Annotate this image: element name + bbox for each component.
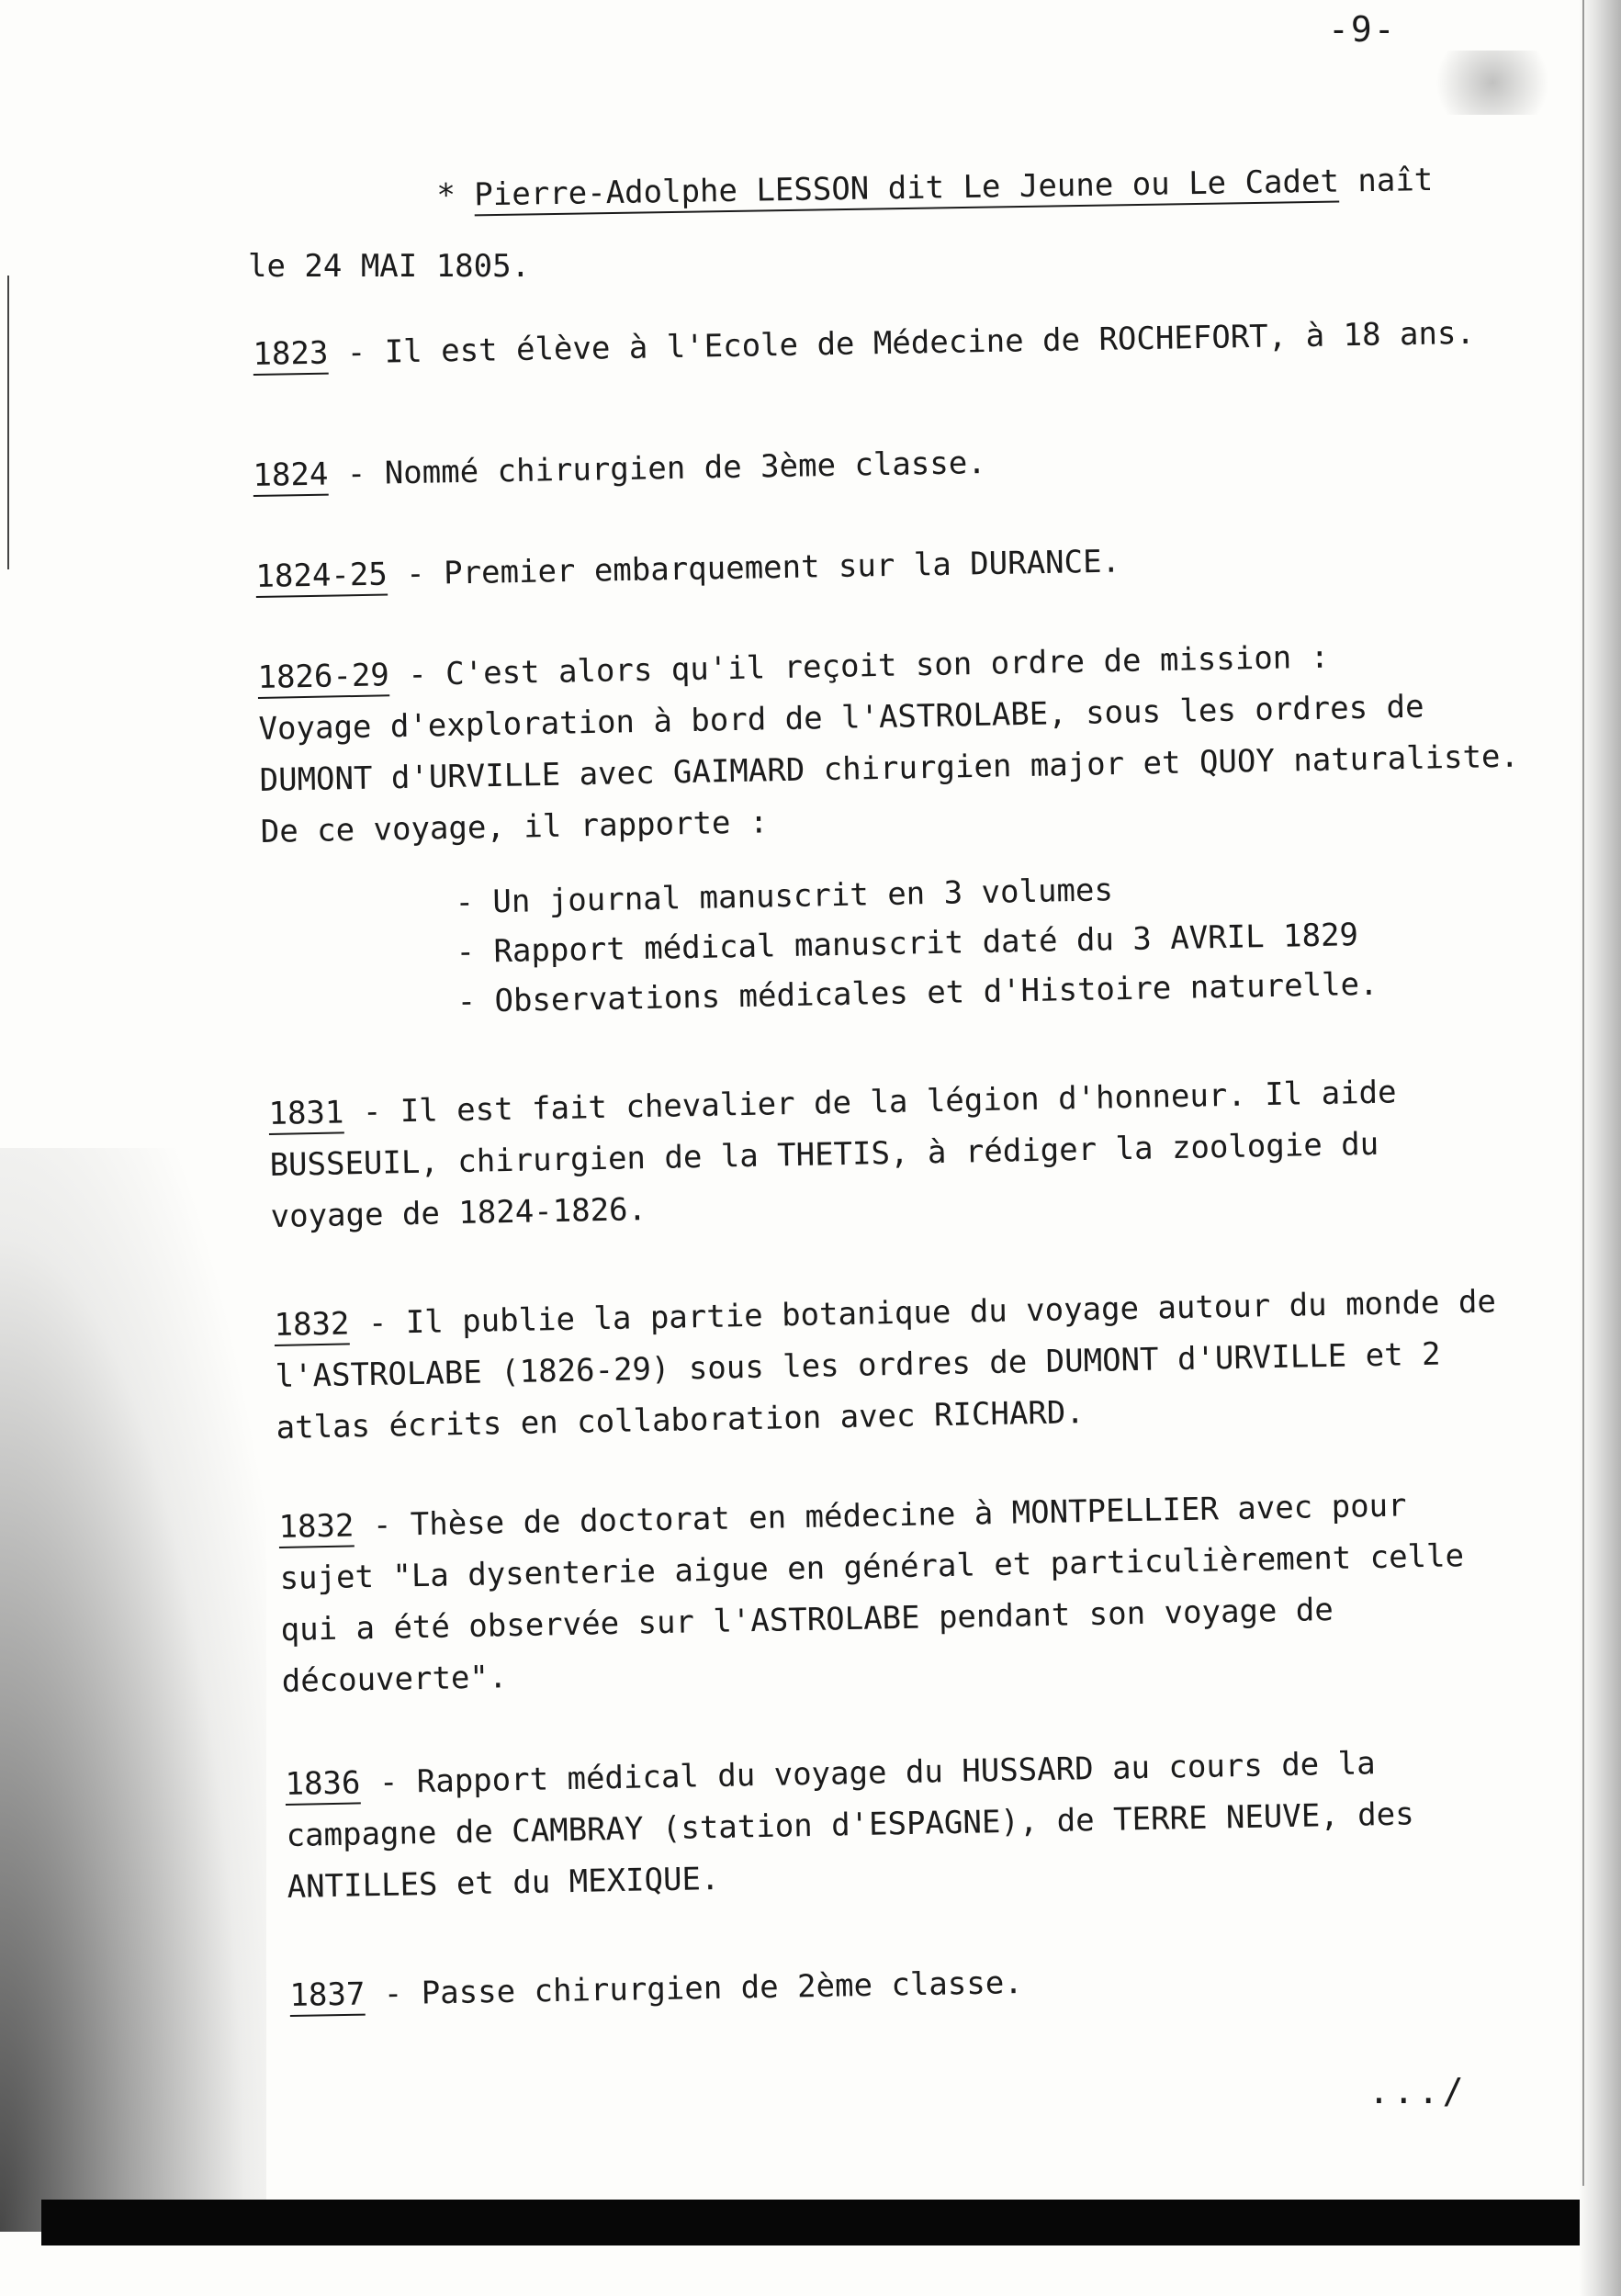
entry-year: 1824 bbox=[253, 456, 329, 494]
entry-1832-these: 1832 - Thèse de doctorat en médecine à MONTPELLIER avec pour sujet "La dysenterie aigue en général et particulièrement celle qui a été observée sur l'ASTROLABE pendant son voyage de découverte". bbox=[278, 1487, 1465, 1700]
list-item: - Un journal manuscrit en 3 volumes bbox=[455, 872, 1114, 921]
scan-speckle bbox=[1419, 51, 1566, 115]
entry-1826-29-bullets bbox=[455, 860, 1379, 1026]
page-edge-shadow bbox=[1579, 0, 1621, 2296]
entry-1826-29: 1826-29 - C'est alors qu'il reçoit son ordre de mission : Voyage d'exploration à bord de l'ASTROLABE, sous les ordres de DUMONT d'URVILLE avec GAIMARD chirurgien major et QUOY naturaliste. De ce voyage, il rapporte : bbox=[257, 638, 1520, 850]
entry-1824: 1824 - Nommé chirurgien de 3ème classe. bbox=[253, 445, 987, 494]
entry-year: 1832 bbox=[278, 1507, 355, 1546]
entry-1837: 1837 - Passe chirurgien de 2ème classe. bbox=[289, 1964, 1024, 2014]
scan-bottom-border bbox=[41, 2200, 1580, 2245]
entry-1836: 1836 - Rapport médical du voyage du HUSSARD au cours de la campagne de CAMBRAY (station d'ESPAGNE), de TERRE NEUVE, des ANTILLES et du MEXIQUE. bbox=[285, 1745, 1414, 1906]
intro-paragraph bbox=[436, 154, 1434, 221]
entry-1823: 1823 - Il est élève à l'Ecole de Médecine de ROCHEFORT, à 18 ans. bbox=[253, 314, 1476, 373]
entry-year: 1831 bbox=[268, 1094, 344, 1132]
entry-year: 1823 bbox=[253, 334, 329, 373]
list-item: - Rapport médical manuscrit daté du 3 AVRIL 1829 bbox=[456, 917, 1359, 971]
intro-line-2: le 24 MAI 1805. bbox=[248, 248, 531, 285]
entry-year: 1832 bbox=[274, 1305, 350, 1344]
entry-year: 1837 bbox=[289, 1975, 366, 2014]
entry-1832-botanique: 1832 - Il publie la partie botanique du voyage autour du monde de l'ASTROLABE (1826-29) sous les ordres de DUMONT d'URVILLE et 2 atlas écrits en collaboration avec RICHARD. bbox=[274, 1283, 1497, 1446]
entry-year: 1836 bbox=[285, 1764, 361, 1803]
binding-edge bbox=[7, 276, 9, 569]
entry-1824-25: 1824-25 - Premier embarquement sur la DURANCE. bbox=[255, 543, 1121, 595]
list-item: - Observations médicales et d'Histoire naturelle. bbox=[456, 965, 1379, 1020]
entry-1831: 1831 - Il est fait chevalier de la légion d'honneur. Il aide BUSSEUIL, chirurgien de la THETIS, à rédiger la zoologie du voyage de 1824-1826. bbox=[268, 1074, 1397, 1235]
page-number: -9- bbox=[1328, 9, 1397, 50]
scan-shadow bbox=[0, 1148, 266, 2232]
entry-year: 1826-29 bbox=[257, 657, 390, 696]
intro-title: Pierre-Adolphe LESSON dit Le Jeune ou Le Cadet bbox=[474, 163, 1340, 214]
page-edge-line bbox=[1582, 0, 1584, 2186]
intro-line-1: * Pierre-Adolphe LESSON dit Le Jeune ou Le Cadet naît bbox=[436, 161, 1434, 214]
continuation-mark: .../ bbox=[1368, 2071, 1468, 2111]
entry-year: 1824-25 bbox=[255, 556, 388, 595]
